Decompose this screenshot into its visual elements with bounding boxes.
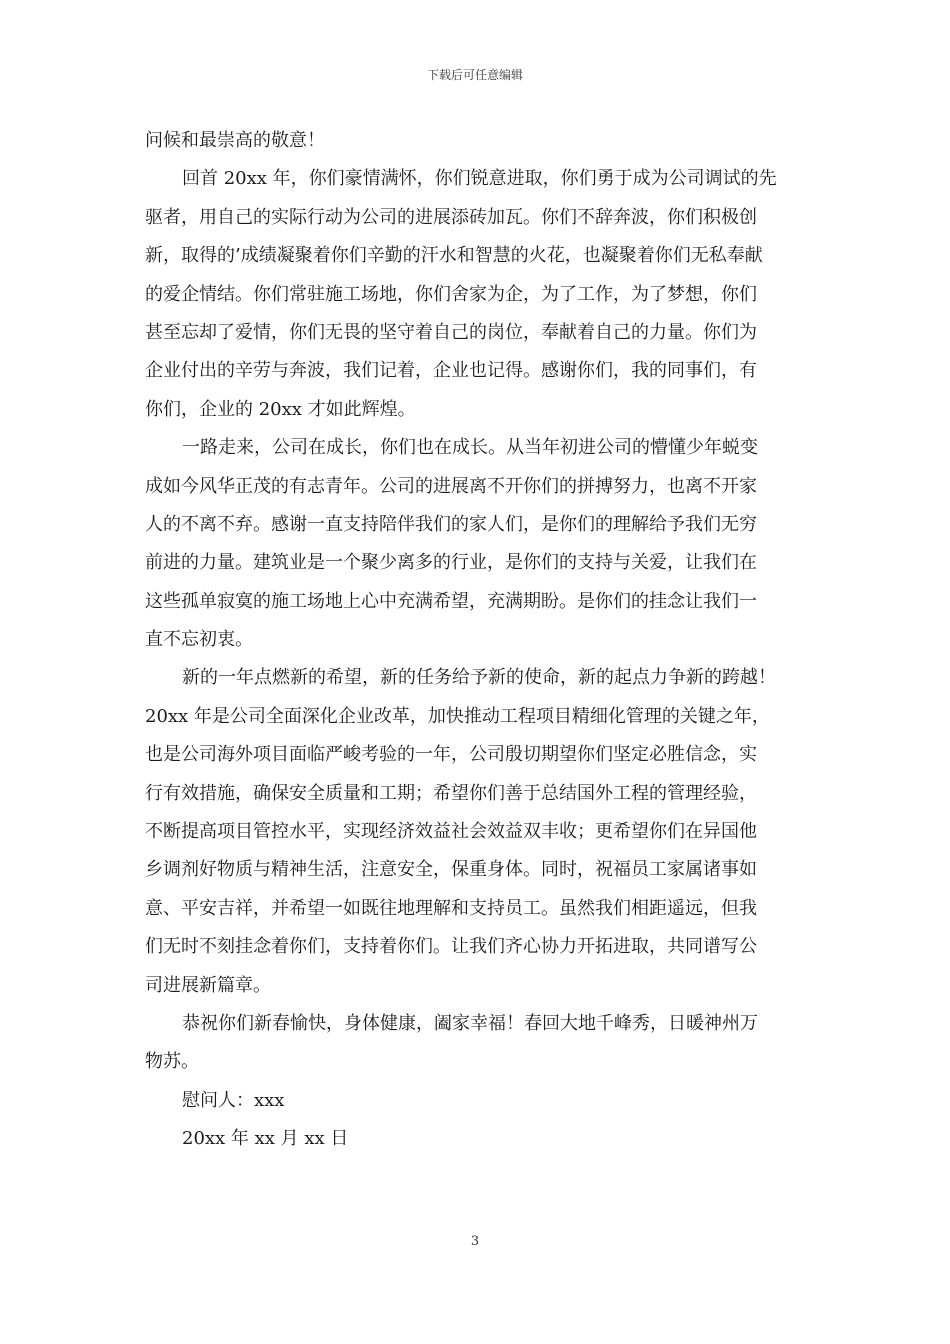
- page-number: 3: [470, 1234, 480, 1249]
- signature-line: 慰问人：xxx: [182, 1089, 285, 1111]
- date-line: 20xx 年 xx 月 xx 日: [182, 1128, 349, 1150]
- body-line: 新的一年点燃新的希望，新的任务给予新的使命，新的起点力争新的跨越！: [182, 667, 776, 689]
- page-header: 下载后可任意编辑: [426, 68, 523, 82]
- body-line: 甚至忘却了爱情，你们无畏的坚守着自己的岗位，奉献着自己的力量。你们为: [145, 321, 757, 343]
- body-line: 企业付出的辛劳与奔波，我们记着，企业也记得。感谢你们，我的同事们，有: [145, 360, 757, 382]
- body-line: 人的不离不弃。感谢一直支持陪伴我们的家人们，是你们的理解给予我们无穷: [145, 513, 757, 535]
- letter-body: [145, 122, 815, 1159]
- body-line: 20xx 年是公司全面深化企业改革，加快推动工程项目精细化管理的关键之年，: [145, 705, 770, 727]
- body-line: 的爱企情结。你们常驻施工场地，你们舍家为企，为了工作，为了梦想，你们: [145, 283, 757, 305]
- body-line: 问候和最崇高的敬意！: [145, 130, 325, 151]
- body-line: 成如今风华正茂的有志青年。公司的进展离不开你们的拼搏努力，也离不开家: [145, 475, 757, 497]
- body-line: 新，取得的’成绩凝聚着你们辛勤的汗水和智慧的火花，也凝聚着你们无私奉献: [145, 245, 763, 267]
- body-line: 们无时不刻挂念着你们，支持着你们。让我们齐心协力开拓进取，共同谱写公: [145, 936, 757, 958]
- body-line: 一路走来，公司在成长，你们也在成长。从当年初进公司的懵懂少年蜕变: [182, 437, 758, 459]
- body-line: 前进的力量。建筑业是一个聚少离多的行业，是你们的支持与关爱，让我们在: [145, 552, 757, 574]
- body-line: 回首 20xx 年，你们豪情满怀，你们锐意进取，你们勇于成为公司调试的先: [182, 168, 777, 190]
- body-line: 驱者，用自己的实际行动为公司的进展添砖加瓦。你们不辞奔波，你们积极创: [145, 206, 757, 228]
- body-line: 这些孤单寂寞的施工场地上心中充满希望，充满期盼。是你们的挂念让我们一: [145, 590, 757, 612]
- body-line: 司进展新篇章。: [145, 974, 271, 996]
- body-line: 意、平安吉祥，并希望一如既往地理解和支持员工。虽然我们相距遥远，但我: [145, 897, 757, 919]
- body-line: 乡调剂好物质与精神生活，注意安全，保重身体。同时，祝福员工家属诸事如: [145, 859, 757, 881]
- body-line: 直不忘初衷。: [145, 629, 253, 651]
- body-line: 你们，企业的 20xx 才如此辉煌。: [145, 398, 416, 420]
- body-line: 不断提高项目管控水平，实现经济效益社会效益双丰收；更希望你们在异国他: [145, 821, 757, 843]
- body-line: 物苏。: [145, 1051, 199, 1073]
- body-line: 恭祝你们新春愉快，身体健康，阖家幸福！春回大地千峰秀，日暖神州万: [182, 1012, 758, 1034]
- body-line: 也是公司海外项目面临严峻考验的一年，公司殷切期望你们坚定必胜信念，实: [145, 744, 757, 766]
- body-line: 行有效措施，确保安全质量和工期；希望你们善于总结国外工程的管理经验，: [145, 782, 757, 804]
